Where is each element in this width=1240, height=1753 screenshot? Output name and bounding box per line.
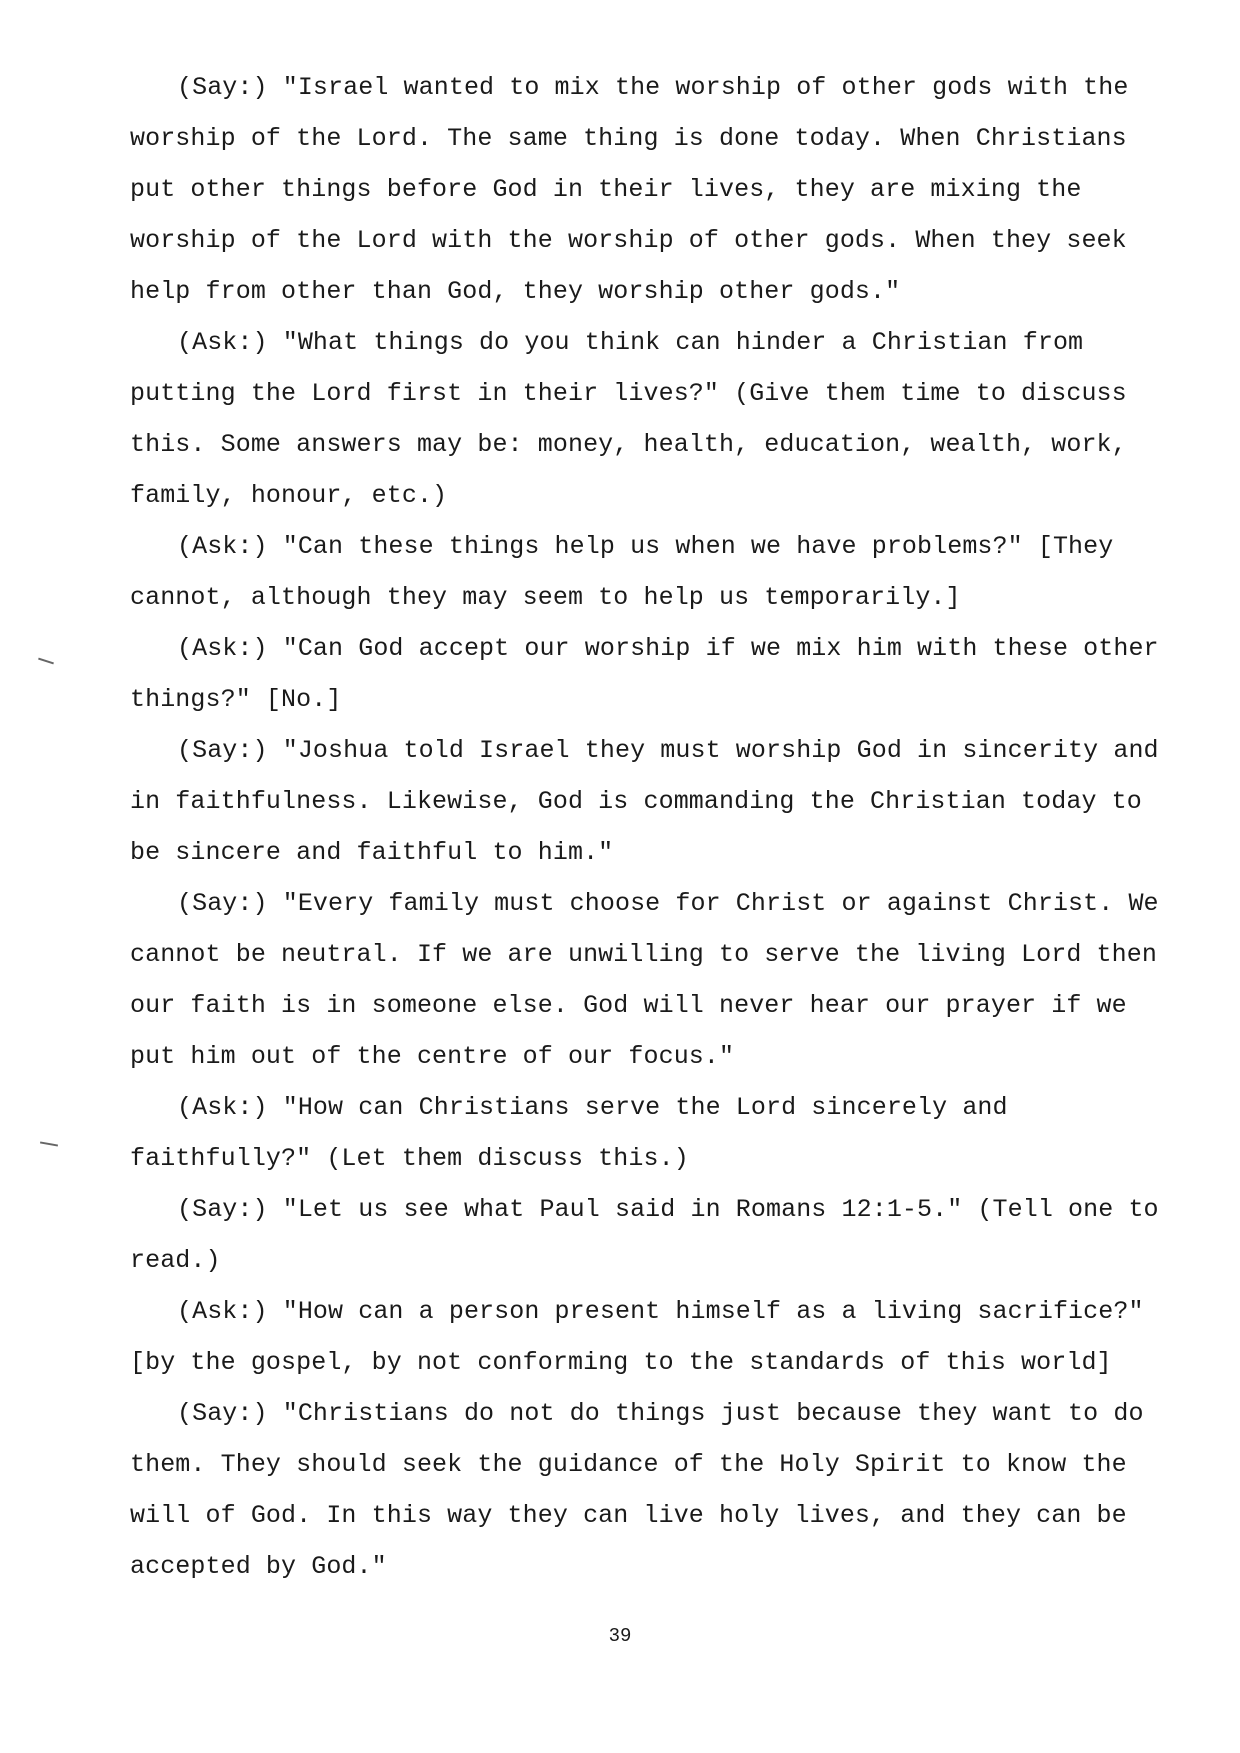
text-line: (Say:) "Christians do not do things just because they want to do: [177, 1399, 1144, 1428]
paragraph: [130, 521, 1190, 623]
text-line: putting the Lord first in their lives?" (Give them time to discuss: [130, 379, 1127, 408]
text-line: [by the gospel, by not conforming to the standards of this world]: [130, 1348, 1112, 1377]
paragraph: [130, 1082, 1190, 1184]
text-line: be sincere and faithful to him.": [130, 838, 614, 867]
text-line: worship of the Lord. The same thing is done today. When Christians: [130, 124, 1127, 153]
text-line: (Ask:) "How can a person present himself as a living sacrifice?": [177, 1297, 1144, 1326]
text-line: read.): [130, 1246, 221, 1275]
text-line: (Ask:) "Can God accept our worship if we mix him with these other: [177, 634, 1159, 663]
text-line: (Say:) "Israel wanted to mix the worship of other gods with the: [177, 73, 1129, 102]
paragraph: [130, 623, 1190, 725]
paragraph: [130, 317, 1190, 521]
text-line: in faithfulness. Likewise, God is commanding the Christian today to: [130, 787, 1142, 816]
text-line: things?" [No.]: [130, 685, 342, 714]
paragraph: [130, 1286, 1190, 1388]
page-number: 39: [608, 1625, 632, 1647]
scan-mark: [38, 658, 54, 665]
text-line: our faith is in someone else. God will never hear our prayer if we: [130, 991, 1127, 1020]
paragraph: [130, 1184, 1190, 1286]
text-line: help from other than God, they worship other gods.": [130, 277, 901, 306]
text-line: (Say:) "Every family must choose for Christ or against Christ. We: [177, 889, 1159, 918]
text-line: put other things before God in their lives, they are mixing the: [130, 175, 1082, 204]
text-line: accepted by God.": [130, 1552, 387, 1581]
paragraph: [130, 62, 1190, 317]
scan-mark: [40, 1141, 58, 1146]
text-line: (Ask:) "Can these things help us when we have problems?" [They: [177, 532, 1114, 561]
paragraph: [130, 725, 1190, 878]
text-line: faithfully?" (Let them discuss this.): [130, 1144, 689, 1173]
document-body: [130, 62, 1190, 1592]
text-line: put him out of the centre of our focus.": [130, 1042, 735, 1071]
text-line: (Say:) "Joshua told Israel they must worship God in sincerity and: [177, 736, 1159, 765]
paragraph: [130, 1388, 1190, 1592]
text-line: them. They should seek the guidance of the Holy Spirit to know the: [130, 1450, 1127, 1479]
text-line: this. Some answers may be: money, health, education, wealth, work,: [130, 430, 1127, 459]
text-line: worship of the Lord with the worship of other gods. When they seek: [130, 226, 1127, 255]
text-line: family, honour, etc.): [130, 481, 448, 510]
paragraph: [130, 878, 1190, 1082]
text-line: (Ask:) "What things do you think can hinder a Christian from: [177, 328, 1084, 357]
text-line: (Ask:) "How can Christians serve the Lord sincerely and: [177, 1093, 1008, 1122]
text-line: (Say:) "Let us see what Paul said in Romans 12:1-5." (Tell one to: [177, 1195, 1159, 1224]
text-line: will of God. In this way they can live holy lives, and they can be: [130, 1501, 1127, 1530]
text-line: cannot be neutral. If we are unwilling to serve the living Lord then: [130, 940, 1157, 969]
text-line: cannot, although they may seem to help us temporarily.]: [130, 583, 961, 612]
